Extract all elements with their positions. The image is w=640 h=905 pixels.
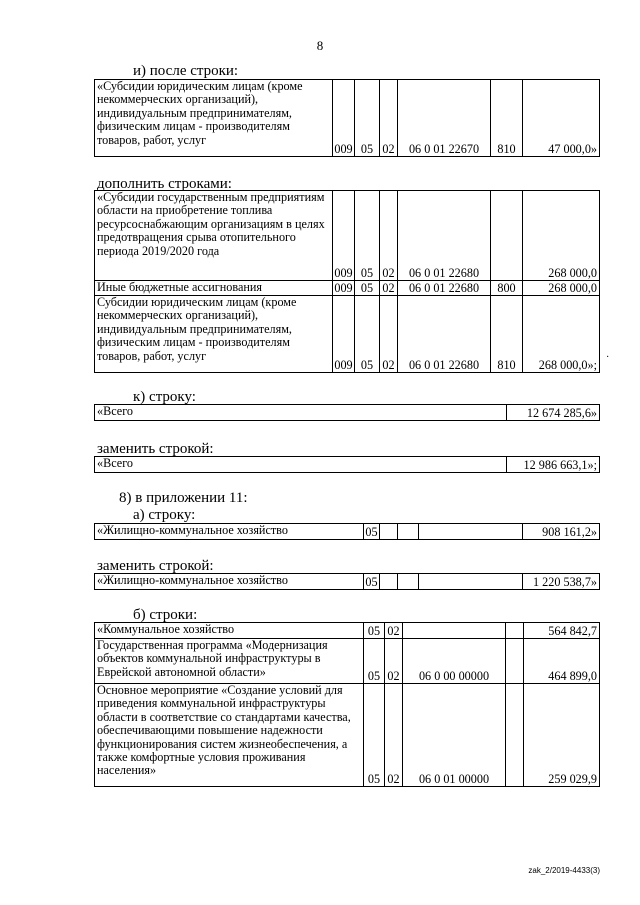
row-text: Основное мероприятие «Создание условий для приведения коммунальной инфраструктуры области в соответствие со стандартами качества, обеспечивающими повышение надежности функционирования систем жизнеобеспечения, а также комфортные условия проживания населения» — [95, 684, 364, 787]
supplement-header: дополнить строками: — [97, 176, 232, 192]
cell-amount: 12 986 663,1»; — [507, 457, 600, 473]
table-row — [95, 684, 600, 787]
cell-c2: 05 — [355, 296, 380, 373]
row-text: Государственная программа «Модернизация объектов коммунальной инфраструктуры в Еврейской автономной области» — [95, 639, 364, 684]
cell-amount: 908 161,2» — [523, 524, 600, 540]
section-8-replace-header: заменить строкой: — [97, 558, 214, 574]
section-8b-table — [94, 622, 600, 787]
section-i-header: и) после строки: — [133, 63, 239, 79]
side-mark: · — [606, 352, 610, 363]
cell-amount: 1 220 538,7» — [523, 574, 600, 590]
cell-c3: 06 0 00 00000 — [403, 639, 506, 684]
cell-c1: 05 — [365, 524, 378, 539]
cell-c3: 02 — [380, 191, 398, 281]
cell-c2: 05 — [355, 281, 380, 296]
cell-c4: 06 0 01 22680 — [398, 296, 491, 373]
table-row — [95, 639, 600, 684]
row-text: «Всего — [95, 457, 507, 473]
table-row — [95, 281, 600, 296]
cell-c2: 05 — [355, 191, 380, 281]
cell-c5: 810 — [491, 80, 523, 157]
section-k-header: к) строку: — [133, 389, 196, 405]
section-8a-header: а) строку: — [133, 507, 196, 523]
table-row — [95, 405, 600, 421]
cell-c3: 02 — [380, 281, 398, 296]
row-text: «Субсидии государственным предприятиям области на приобретение топлива ресурсоснабжающим организациям в целях предотвращения срыва отопительного периода 2019/2020 года — [95, 191, 333, 281]
cell-amount: 12 674 285,6» — [507, 405, 600, 421]
cell-c3 — [403, 623, 506, 639]
cell-c1: 009 — [333, 80, 355, 157]
section-8-replace-table — [94, 573, 600, 590]
cell-c3: 06 0 01 00000 — [403, 684, 506, 787]
cell-c1: 009 — [334, 280, 353, 295]
cell-c1: 05 — [364, 639, 385, 684]
supplement-table — [94, 190, 600, 373]
table-row — [95, 574, 600, 590]
footer-code: zak_2/2019-4433(3) — [528, 866, 600, 875]
cell-c5: 810 — [491, 296, 523, 373]
page-number: 8 — [316, 38, 324, 53]
cell-c4: 06 0 01 22670 — [398, 80, 491, 157]
table-row — [95, 296, 600, 373]
section-i-table — [94, 79, 600, 157]
cell-c1: 05 — [364, 623, 385, 639]
row-text: «Жилищно-коммунальное хозяйство — [95, 574, 364, 590]
cell-c2: 05 — [355, 80, 380, 157]
cell-amount: 268 000,0 — [523, 191, 600, 281]
table-row — [95, 524, 600, 540]
cell-amount: 47 000,0» — [523, 80, 600, 157]
cell-c2: 02 — [385, 684, 403, 787]
cell-c1: 05 — [365, 574, 378, 589]
cell-c2: 02 — [385, 623, 403, 639]
table-row — [95, 191, 600, 281]
cell-amount: 268 000,0 — [523, 281, 600, 296]
section-8a-table — [94, 523, 600, 540]
cell-c4: 06 0 01 22680 — [398, 191, 491, 281]
cell-amount: 259 029,9 — [524, 684, 600, 787]
cell-c5 — [491, 191, 523, 281]
cell-c3: 02 — [380, 296, 398, 373]
cell-c4: 06 0 01 22680 — [398, 281, 491, 296]
table-row — [95, 457, 600, 473]
section-8b-header: б) строки: — [133, 607, 198, 623]
section-k-replace-header: заменить строкой: — [97, 441, 214, 457]
row-text: «Жилищно-коммунальное хозяйство — [95, 524, 364, 540]
row-text: Иные бюджетные ассигнования — [95, 281, 333, 296]
cell-c2: 02 — [385, 639, 403, 684]
cell-c1: 009 — [333, 191, 355, 281]
cell-amount: 564 842,7 — [524, 623, 600, 639]
cell-c5: 800 — [491, 281, 523, 296]
table-row — [95, 623, 600, 639]
table-row — [95, 80, 600, 157]
section-8-header: 8) в приложении 11: — [119, 490, 248, 506]
row-text: «Субсидии юридическим лицам (кроме некоммерческих организаций), индивидуальным предпринимателям, физическим лицам - производителям товаров, работ, услуг — [95, 80, 333, 157]
cell-amount: 268 000,0»; — [523, 296, 600, 373]
cell-c1: 009 — [333, 296, 355, 373]
cell-c1: 05 — [364, 684, 385, 787]
row-text: «Всего — [95, 405, 507, 421]
cell-amount: 464 899,0 — [524, 639, 600, 684]
cell-c3: 02 — [380, 80, 398, 157]
section-k-replace-table — [94, 456, 600, 473]
section-k-table — [94, 404, 600, 421]
row-text: «Коммунальное хозяйство — [95, 623, 364, 639]
row-text: Субсидии юридическим лицам (кроме некоммерческих организаций), индивидуальным предпринимателям, физическим лицам - производителям товаров, работ, услуг — [95, 296, 333, 373]
